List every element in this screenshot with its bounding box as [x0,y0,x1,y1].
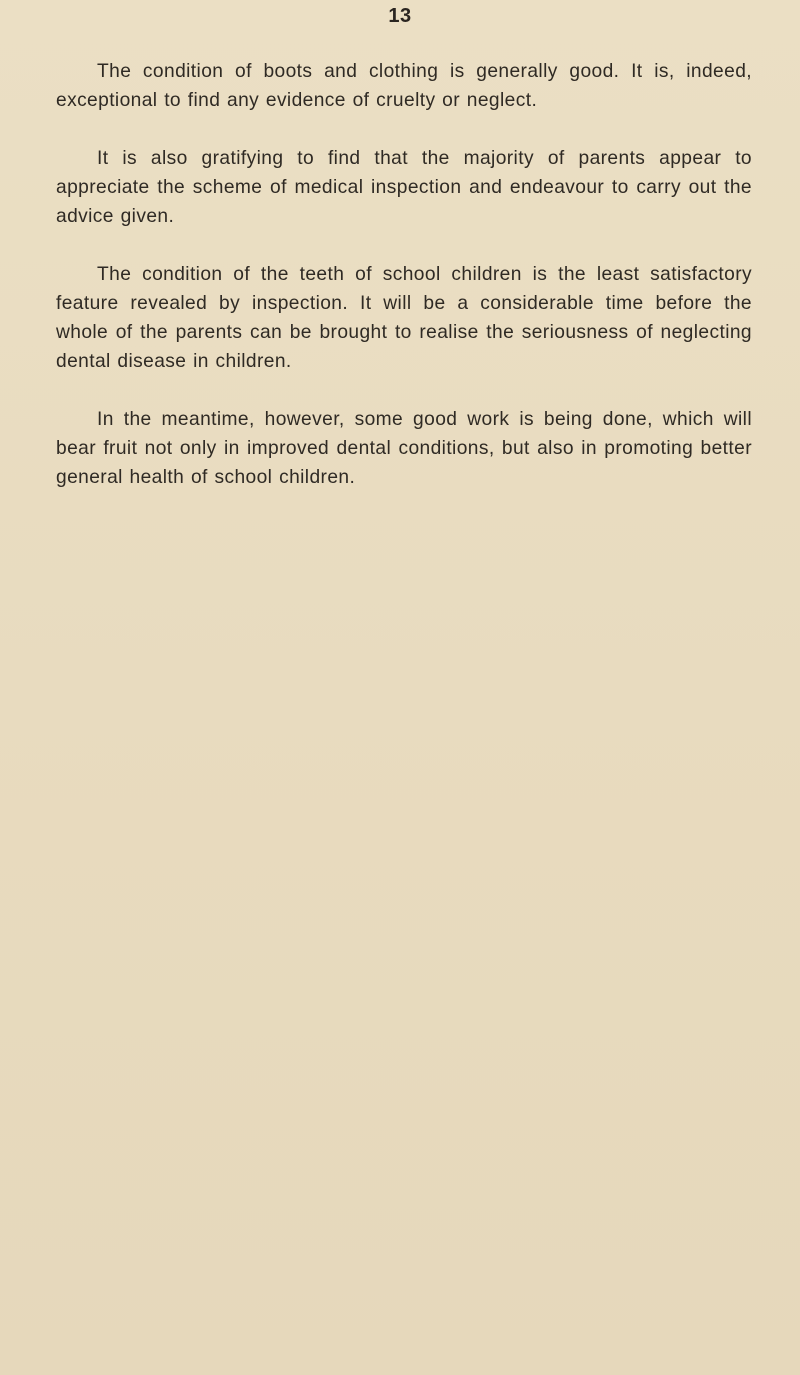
paragraph-parents-appreciation: It is also gratifying to find that the majority of parents appear to appreciate the scheme of medical inspection and endeavour to carry out the advice given. [56,148,752,227]
page-number: 13 [388,5,412,27]
paragraph-good-work: In the meantime, however, some good work is being done, which will bear fruit not only in improved dental conditions, but also in promoting better general health of school children. [56,409,752,488]
paragraph-teeth-condition: The condition of the teeth of school children is the least satisfactory feature revealed by inspection. It will be a considerable time before the whole of the parents can be brought to realise the seriousness of neglecting dental disease in children. [56,264,752,372]
body-text [56,57,752,521]
paragraph-boots-clothing: The condition of boots and clothing is generally good. It is, indeed, exceptional to find any evidence of cruelty or neglect. [56,61,752,111]
